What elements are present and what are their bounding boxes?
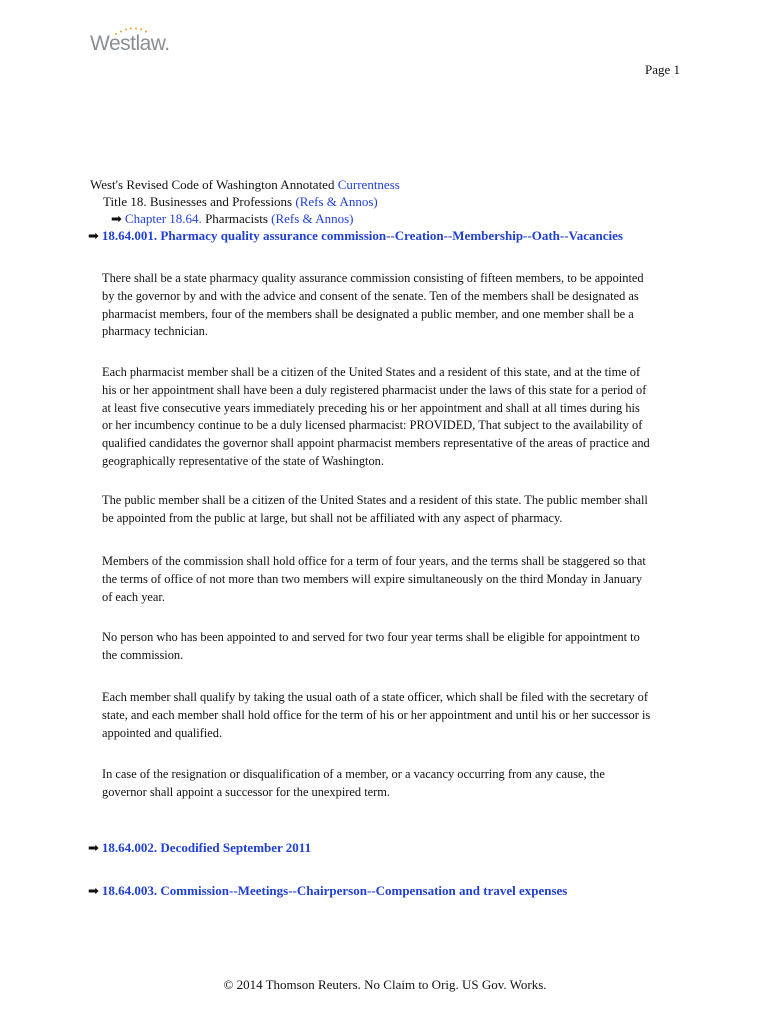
arrow-right-icon: ➡ [111,212,122,227]
chapter-link[interactable]: Chapter 18.64. [124,211,202,226]
related-section-link[interactable] [88,840,311,856]
logo-text: Westlaw. [90,32,170,55]
breadcrumb-title [103,194,378,210]
related-section-link[interactable] [88,883,567,899]
chapter-refs-link[interactable]: (Refs & Annos) [271,211,354,226]
title-refs-link[interactable]: (Refs & Annos) [295,194,378,209]
westlaw-logo [90,26,170,56]
breadcrumb-chapter [111,211,353,227]
paragraph: Members of the commission shall hold office for a term of four years, and the terms shall be staggered so that the terms of office of not more than two members will expire simultaneously on the third Monday in January of each year. [102,554,646,604]
currentness-link[interactable]: Currentness [337,177,400,192]
breadcrumb-code [90,177,400,193]
paragraph: Each pharmacist member shall be a citizen of the United States and a resident of this state, and at the time of his or her appointment shall have been a duly registered pharmacist under the laws of this state for a period of at least five consecutive years immediately preceding his or her appointment and shall at all times during his or her incumbency continue to be a duly licensed pharmacist: PROVIDED, That subject to the availability of qualified candidates the governor shall appoint pharmacist members representative of the areas of practice and geographically representative of the state of Washington. [102,365,650,468]
paragraph: The public member shall be a citizen of the United States and a resident of this state. The public member shall be appointed from the public at large, but shall not be affiliated with any aspect of pharmacy. [102,493,648,525]
arrow-right-icon: ➡ [88,884,99,899]
paragraph: There shall be a state pharmacy quality assurance commission consisting of fifteen members, to be appointed by the governor by and with the advice and consent of the senate. Ten of the members shall be designated as pharmacist members, four of the members shall be designated a public member, and one member shall be a pharmacy technician. [102,271,644,339]
related-section-text: 18.64.002. Decodified September 2011 [101,840,312,855]
chapter-text: Pharmacists [205,211,268,226]
copyright-footer: © 2014 Thomson Reuters. No Claim to Orig. US Gov. Works. [223,977,547,992]
page-number: Page 1 [644,62,680,77]
paragraph: No person who has been appointed to and served for two four year terms shall be eligible for appointment to the commission. [102,630,640,662]
section-heading-text: 18.64.001. Pharmacy quality assurance commission--Creation--Membership--Oath--Vacancies [101,228,623,243]
arrow-right-icon: ➡ [88,841,99,856]
paragraph: Each member shall qualify by taking the usual oath of a state officer, which shall be filed with the secretary of state, and each member shall hold office for the term of his or her appointment and until his or her successor is appointed and qualified. [102,690,651,740]
arrow-right-icon: ➡ [88,229,99,244]
section-heading[interactable] [88,228,623,244]
title-text: Title 18. Businesses and Professions [103,194,293,209]
related-section-text: 18.64.003. Commission--Meetings--Chairperson--Compensation and travel expenses [101,883,568,898]
code-title: West's Revised Code of Washington Annotated [90,177,335,192]
paragraph: In case of the resignation or disqualification of a member, or a vacancy occurring from any cause, the governor shall appoint a successor for the unexpired term. [102,767,605,799]
